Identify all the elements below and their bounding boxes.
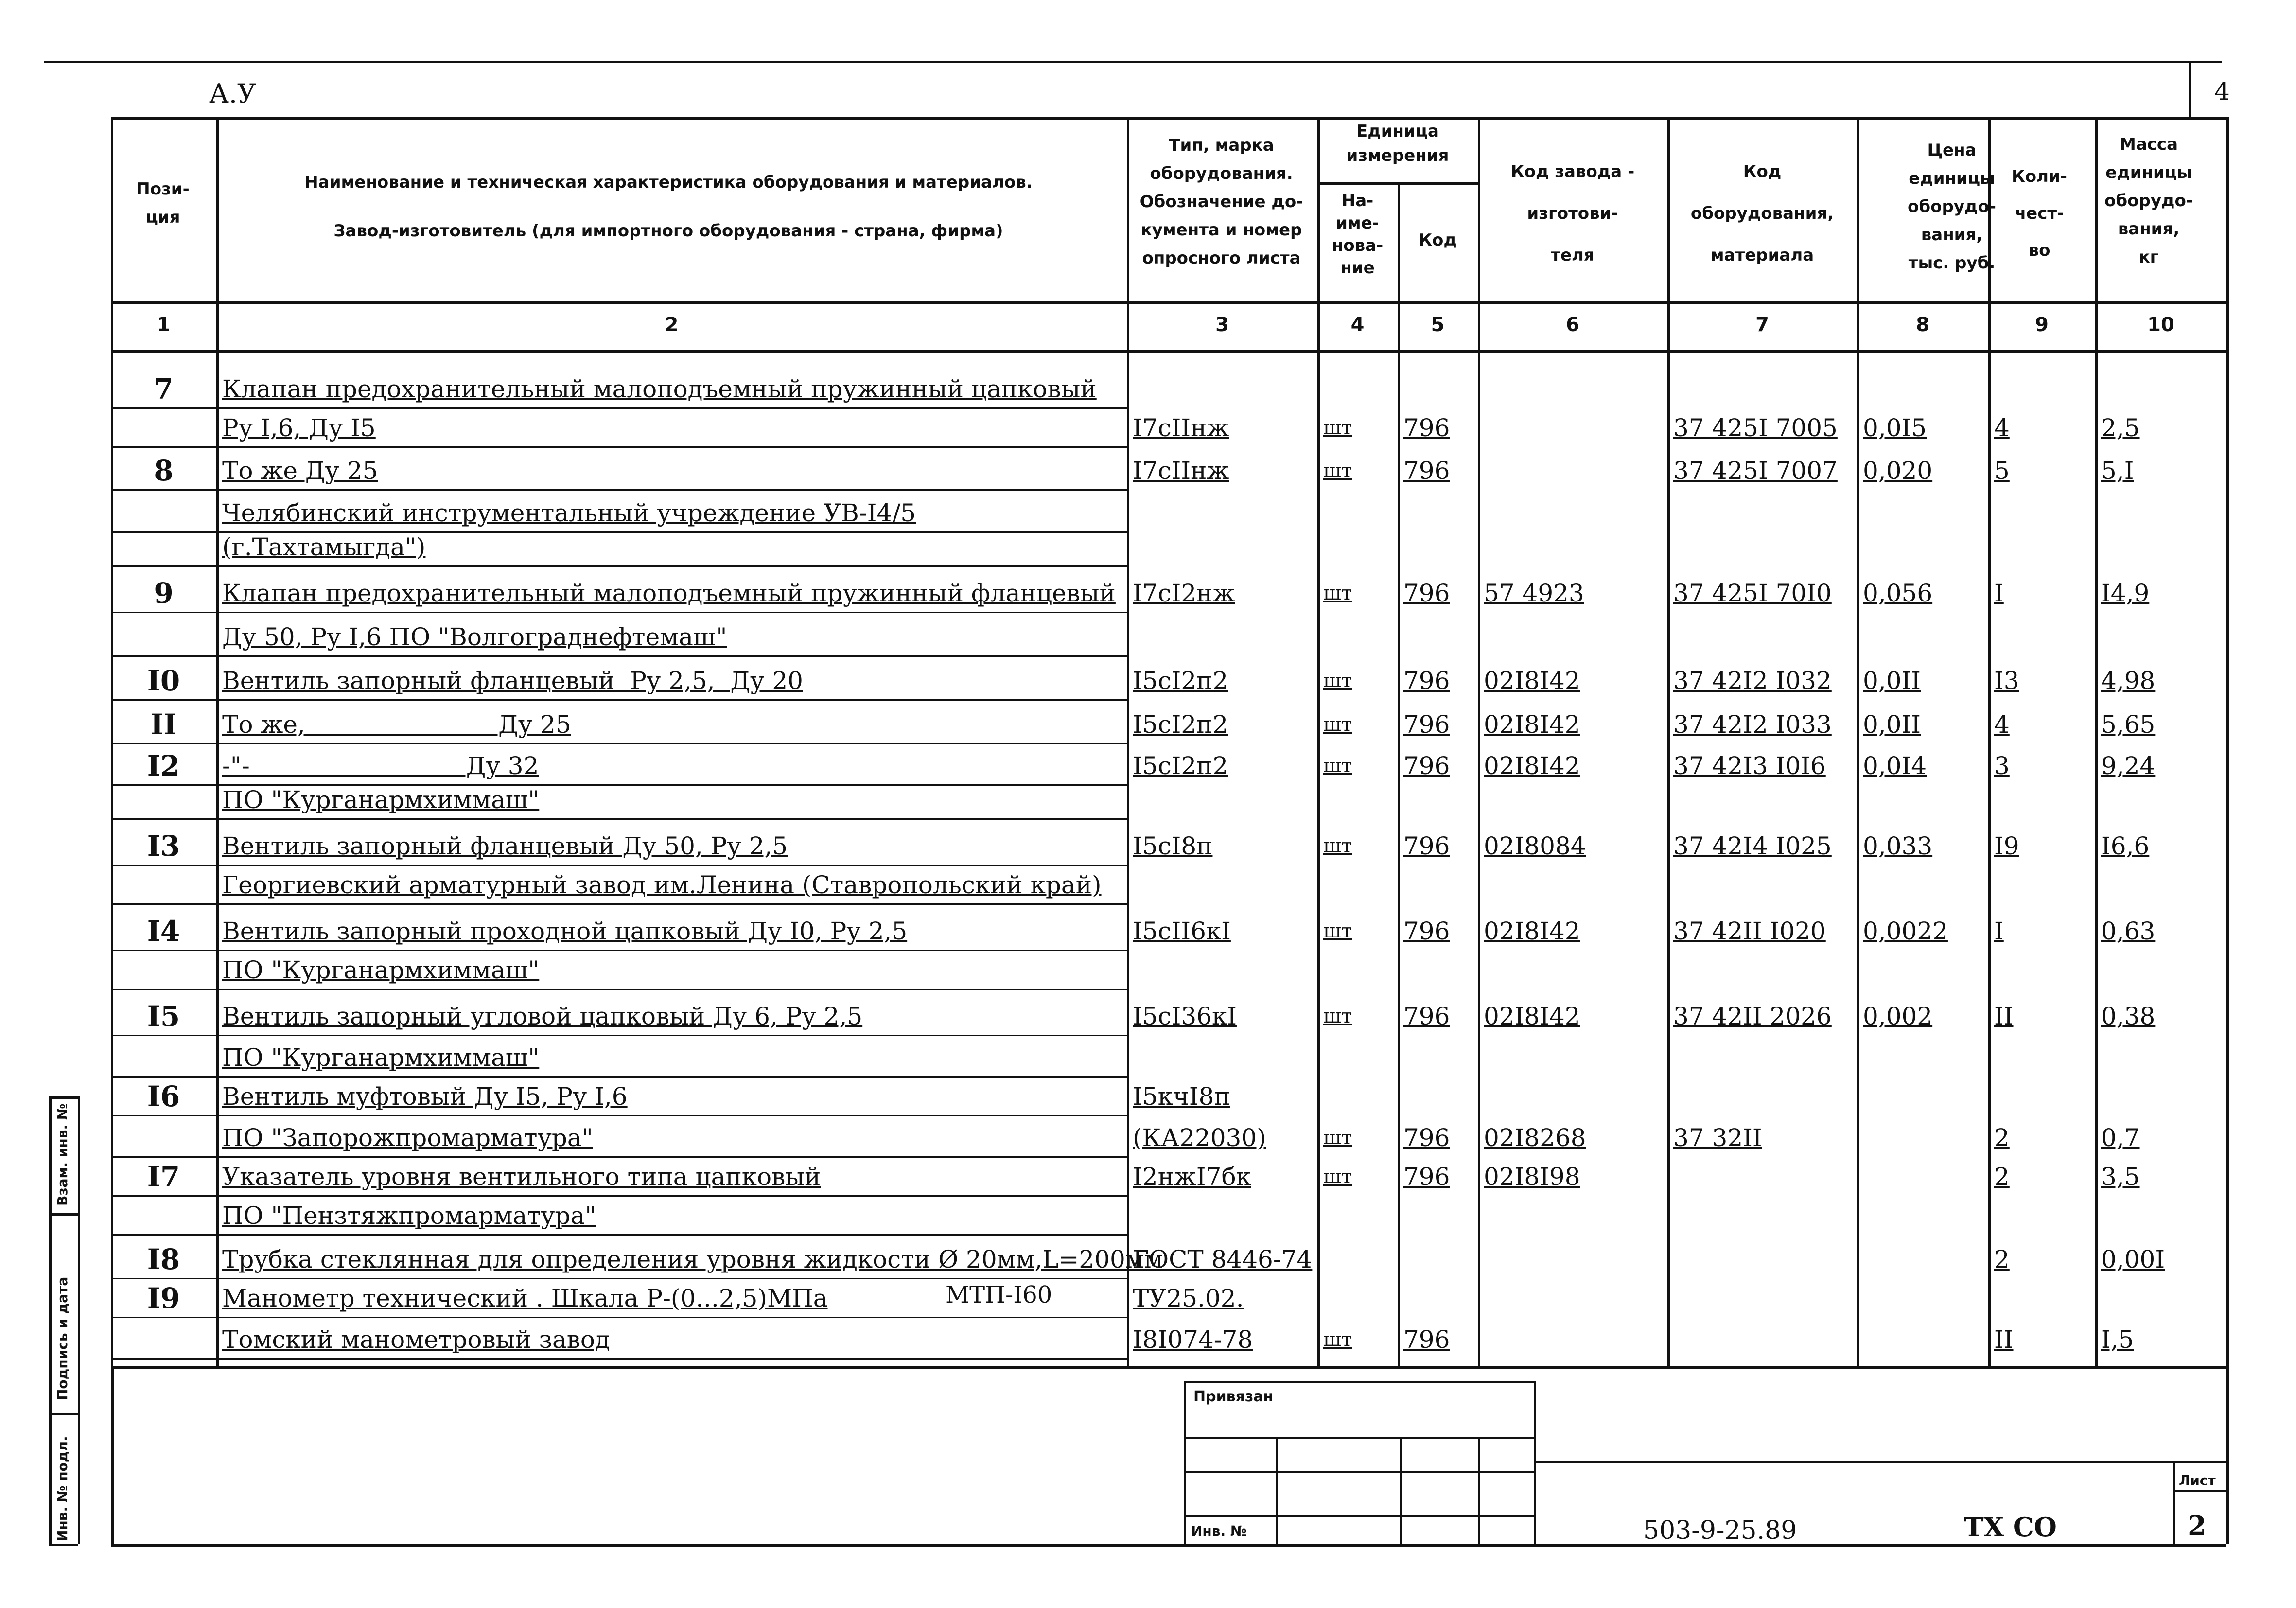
row-quantity: 2	[1994, 1163, 2010, 1191]
row19-mark: МТП-I60	[946, 1281, 1052, 1308]
row-underline	[111, 743, 1127, 744]
row-underline	[111, 612, 1127, 613]
row-name: ПО "Пензтяжпромарматура"	[222, 1202, 596, 1230]
row-underline	[111, 989, 1127, 990]
row-price: 0,0I5	[1863, 414, 1927, 442]
row-name: Георгиевский арматурный завод им.Ленина (Ставропольский край)	[222, 871, 1102, 899]
header-price: Цена единицы оборудо- вания, тыс. руб.	[1908, 141, 1996, 273]
row-position: I6	[147, 1080, 180, 1113]
side-label-sign-date: Подпись и дата	[54, 1276, 70, 1400]
header-maker-code: Код завода - изготови- теля	[1510, 162, 1635, 265]
sheet-number: 2	[2188, 1510, 2207, 1542]
stamp-col	[1400, 1437, 1402, 1544]
top-border-line	[44, 61, 2222, 63]
row-name: Вентиль запорный угловой цапковый Ду 6, Ру 2,5	[222, 1002, 863, 1030]
column-number: 8	[1916, 314, 1929, 336]
row-equip-code: 37 42II I020	[1673, 917, 1826, 945]
row-maker-code: 02I8I98	[1484, 1163, 1580, 1191]
side-stamp-top	[49, 1096, 78, 1099]
column-number: 6	[1566, 314, 1579, 336]
row-underline	[111, 818, 1127, 820]
row-name: Клапан предохранительный малоподъемный пружинный фланцевый	[222, 579, 1116, 607]
side-stamp-divider	[49, 1213, 78, 1216]
row-underline	[111, 489, 1127, 491]
row-maker-code: 02I8I42	[1484, 667, 1580, 695]
row-mass: 5,I	[2101, 457, 2134, 485]
sheet-label: Лист	[2179, 1472, 2216, 1488]
row-underline	[111, 903, 1127, 905]
row-equip-code: 37 42II 2026	[1673, 1002, 1832, 1030]
row-underline	[111, 655, 1127, 657]
row-type: I5сI36кI	[1133, 1002, 1237, 1030]
row-quantity: 4	[1994, 710, 2010, 739]
side-label-replace-inv: Взам. инв. №	[54, 1103, 70, 1206]
table-top-line	[111, 117, 2226, 120]
row-name: Трубка стеклянная для определения уровня жидкости Ø 20мм,L=200мм	[222, 1245, 1163, 1273]
row-name: Томский манометровый завод	[222, 1325, 610, 1354]
row-type: (КА22030)	[1133, 1124, 1266, 1152]
column-number: 5	[1431, 314, 1445, 336]
row-position: I5	[147, 1000, 180, 1033]
row-name: Ду 50, Ру I,6 ПО "Волгограднефтемаш"	[222, 623, 727, 651]
row-price: 0,0II	[1863, 710, 1921, 739]
row-type: ГОСТ 8446-74	[1133, 1245, 1313, 1273]
row-underline	[111, 1358, 1127, 1360]
row-underline	[111, 565, 1127, 567]
row-position: 9	[154, 577, 174, 610]
row-position: II	[150, 708, 177, 741]
title-block-top	[1534, 1461, 2226, 1463]
row-quantity: II	[1994, 1325, 2014, 1354]
row-name: То же, Ду 25	[222, 710, 571, 739]
row-price: 0,020	[1863, 457, 1933, 485]
table-bottom-line	[111, 1366, 2226, 1369]
side-label-inv-orig: Инв. № подл.	[54, 1436, 70, 1541]
row-type: I5сI2п2	[1133, 667, 1228, 695]
header-unit-group: Единица измерения	[1346, 122, 1449, 165]
row-position: I3	[147, 830, 180, 863]
column-line	[2095, 117, 2098, 1366]
row-type: I7cIIнж	[1133, 457, 1229, 485]
row-unit: шт	[1323, 835, 1352, 857]
stamp-bound-label: Привязан	[1193, 1388, 1274, 1405]
column-line	[1478, 117, 1480, 1366]
header-equip-code: Код оборудования, материала	[1690, 162, 1834, 265]
row-equip-code: 37 42I2 I033	[1673, 710, 1832, 739]
row-quantity: 2	[1994, 1124, 2010, 1152]
column-line	[1988, 117, 1991, 1366]
row-maker-code: 02I8I42	[1484, 710, 1580, 739]
row-name: Вентиль запорный фланцевый Ру 2,5, Ду 20	[222, 667, 803, 695]
row-quantity: 4	[1994, 414, 2010, 442]
row-position: I8	[147, 1243, 180, 1276]
row-equip-code: 37 425I 7007	[1673, 457, 1838, 485]
row-unit: шт	[1323, 920, 1352, 942]
row-maker-code: 02I8I42	[1484, 917, 1580, 945]
row-position: 7	[154, 372, 174, 406]
column-number: 10	[2147, 314, 2174, 336]
row-name: Вентиль запорный фланцевый Ду 50, Ру 2,5	[222, 832, 788, 860]
row-name: ПО "Курганармхиммаш"	[222, 1043, 540, 1072]
row-name: ПО "Запорожпромарматура"	[222, 1124, 593, 1152]
row-price: 0,0I4	[1863, 752, 1927, 780]
row-underline	[111, 407, 1127, 409]
row-quantity: I9	[1994, 832, 2019, 860]
right-frame-line	[2226, 1366, 2229, 1544]
row-unit-code: 796	[1403, 1163, 1450, 1191]
header-type: Тип, марка оборудования. Обозначение до- кумента и номер опросного листа	[1139, 136, 1303, 268]
row-maker-code: 57 4923	[1484, 579, 1584, 607]
row-unit-code: 796	[1403, 414, 1450, 442]
row-unit-code: 796	[1403, 752, 1450, 780]
row-maker-code: 02I8I42	[1484, 752, 1580, 780]
column-number: 1	[157, 314, 171, 336]
row-mass: I,5	[2101, 1325, 2134, 1354]
side-stamp-divider	[49, 1413, 78, 1415]
column-number: 9	[2035, 314, 2049, 336]
row-unit: шт	[1323, 1328, 1352, 1351]
row-mass: 2,5	[2101, 414, 2140, 442]
row-unit: шт	[1323, 713, 1352, 736]
row-name: ПО "Курганармхиммаш"	[222, 956, 540, 984]
stamp-col	[1276, 1437, 1278, 1544]
row-underline	[111, 1234, 1127, 1236]
row-unit: шт	[1323, 755, 1352, 777]
row-quantity: I	[1994, 917, 2004, 945]
column-number: 2	[665, 314, 679, 336]
row-unit-code: 796	[1403, 457, 1450, 485]
row-underline	[111, 950, 1127, 951]
sheet-box-divider	[2173, 1490, 2226, 1492]
page-number: 4	[2214, 77, 2230, 106]
stamp-line	[1184, 1515, 1534, 1517]
row-position: I2	[147, 749, 180, 782]
page-number-box-line	[2189, 61, 2191, 117]
row-type: I5сI2п2	[1133, 752, 1228, 780]
row-mass: 0,7	[2101, 1124, 2140, 1152]
row-quantity: I3	[1994, 667, 2019, 695]
row-unit: шт	[1323, 417, 1352, 439]
row-position: I0	[147, 664, 180, 697]
row-type: I8I074-78	[1133, 1325, 1253, 1354]
header-unit-code: Код	[1419, 230, 1457, 250]
row-mass: 0,63	[2101, 917, 2156, 945]
row-position: 8	[154, 454, 174, 487]
row-name: -"- Ду 32	[222, 752, 539, 780]
stamp-line	[1184, 1437, 1534, 1439]
row-unit-code: 796	[1403, 579, 1450, 607]
colnum-bottom-line	[111, 350, 2226, 353]
row-equip-code: 37 425I 70I0	[1673, 579, 1832, 607]
header-name: Наименование и техническая характеристика оборудования и материалов. Завод-изготовитель (для импортного оборудования - страна, фирма)	[304, 173, 1033, 241]
row-price: 0,0022	[1863, 917, 1948, 945]
side-stamp-left	[49, 1096, 52, 1544]
column-line	[1667, 117, 1670, 1366]
row-name: Вентиль муфтовый Ду I5, Ру I,6	[222, 1082, 628, 1111]
row-price: 0,0II	[1863, 667, 1921, 695]
row-name: Челябинский инструментальный учреждение УВ-I4/5	[222, 499, 916, 527]
stamp-left	[1184, 1381, 1186, 1544]
row-unit-code: 796	[1403, 1124, 1450, 1152]
row-mass: 5,65	[2101, 710, 2156, 739]
row-type: I5кчI8п	[1133, 1082, 1230, 1111]
row-mass: 9,24	[2101, 752, 2156, 780]
row-mass: 4,98	[2101, 667, 2156, 695]
row-name: То же Ду 25	[222, 457, 378, 485]
left-frame-line	[111, 1366, 114, 1544]
row-underline	[111, 1195, 1127, 1197]
header-quantity: Коли- чест- во	[2012, 167, 2067, 260]
header-bottom-line	[111, 301, 2226, 304]
sheet-box-left	[2173, 1461, 2175, 1544]
row-type: I5сII6кI	[1133, 917, 1231, 945]
row-name: ПО "Курганармхиммаш"	[222, 786, 540, 814]
row-type: I2нжI7бк	[1133, 1163, 1251, 1191]
row-underline	[111, 1156, 1127, 1158]
row-type: ТУ25.02.	[1133, 1284, 1244, 1312]
series-label: А.У	[209, 78, 257, 109]
page-bottom-line	[111, 1544, 2226, 1547]
row-mass: I4,9	[2101, 579, 2150, 607]
row-unit: шт	[1323, 1127, 1352, 1149]
row-mass: 0,38	[2101, 1002, 2156, 1030]
row-position: I4	[147, 915, 180, 948]
column-line	[1127, 117, 1129, 1366]
row-mass: 3,5	[2101, 1163, 2140, 1191]
row-position: I7	[147, 1160, 180, 1193]
column-number: 7	[1755, 314, 1769, 336]
row-name: Ру I,6, Ду I5	[222, 414, 376, 442]
row-underline	[111, 1076, 1127, 1078]
column-number: 4	[1350, 314, 1365, 336]
row-underline	[111, 446, 1127, 448]
side-stamp-right	[78, 1096, 80, 1544]
row-underline	[111, 1115, 1127, 1116]
row-underline	[111, 1278, 1127, 1279]
row-unit: шт	[1323, 459, 1352, 482]
column-line	[1317, 117, 1320, 1366]
row-mass: 0,00I	[2101, 1245, 2165, 1273]
row-equip-code: 37 32II	[1673, 1124, 1762, 1152]
row-underline	[111, 699, 1127, 701]
row-position: I9	[147, 1282, 180, 1315]
set-mark: ТХ СО	[1964, 1511, 2057, 1542]
row-unit: шт	[1323, 670, 1352, 692]
row-underline	[111, 1035, 1127, 1036]
row-quantity: 3	[1994, 752, 2010, 780]
column-line	[2226, 117, 2229, 1366]
row-type: I5сI8п	[1133, 832, 1213, 860]
row-equip-code: 37 42I4 I025	[1673, 832, 1832, 860]
row-price: 0,002	[1863, 1002, 1933, 1030]
row-underline	[111, 865, 1127, 866]
row-unit-code: 796	[1403, 1325, 1450, 1354]
header-unit-name: На- име- нова- ние	[1332, 191, 1384, 278]
stamp-line	[1184, 1471, 1534, 1473]
row-unit-code: 796	[1403, 1002, 1450, 1030]
row-maker-code: 02I8I42	[1484, 1002, 1580, 1030]
row-equip-code: 37 42I2 I032	[1673, 667, 1832, 695]
row-quantity: 5	[1994, 457, 2010, 485]
row-quantity: II	[1994, 1002, 2014, 1030]
row-underline	[111, 1317, 1127, 1318]
row-unit: шт	[1323, 582, 1352, 604]
stamp-top	[1184, 1381, 1534, 1383]
row-unit-code: 796	[1403, 917, 1450, 945]
row-equip-code: 37 425I 7005	[1673, 414, 1838, 442]
row-price: 0,033	[1863, 832, 1933, 860]
row-maker-code: 02I8268	[1484, 1124, 1586, 1152]
column-number: 3	[1215, 314, 1229, 336]
row-unit-code: 796	[1403, 832, 1450, 860]
row-name: (г.Тахтамыгда")	[222, 533, 426, 561]
doc-code: 503-9-25.89	[1643, 1516, 1797, 1545]
header-position: Пози- ция	[136, 179, 190, 227]
row-unit: шт	[1323, 1166, 1352, 1188]
row-price: 0,056	[1863, 579, 1933, 607]
row-name: Манометр технический . Шкала Р-(0...2,5)МПа	[222, 1284, 828, 1312]
header-mass: Масса единицы оборудо- вания, кг	[2104, 135, 2193, 267]
row-name: Указатель уровня вентильного типа цапковый	[222, 1163, 821, 1191]
row-type: I7cIIнж	[1133, 414, 1229, 442]
stamp-col	[1478, 1437, 1480, 1544]
column-line	[1398, 182, 1400, 1366]
row-maker-code: 02I8084	[1484, 832, 1586, 860]
row-unit-code: 796	[1403, 667, 1450, 695]
row-unit: шт	[1323, 1005, 1352, 1027]
column-line	[1857, 117, 1859, 1366]
side-stamp-bottom	[49, 1544, 78, 1546]
row-quantity: 2	[1994, 1245, 2010, 1273]
row-name: Клапан предохранительный малоподъемный пружинный цапковый	[222, 375, 1097, 403]
stamp-inv-label: Инв. №	[1191, 1523, 1247, 1539]
row-type: I7cI2нж	[1133, 579, 1235, 607]
row-name: Вентиль запорный проходной цапковый Ду I0, Ру 2,5	[222, 917, 908, 945]
row-mass: I6,6	[2101, 832, 2150, 860]
row-unit-code: 796	[1403, 710, 1450, 739]
column-line	[216, 117, 219, 1366]
row-type: I5сI2п2	[1133, 710, 1228, 739]
row-equip-code: 37 42I3 I0I6	[1673, 752, 1826, 780]
row-quantity: I	[1994, 579, 2004, 607]
